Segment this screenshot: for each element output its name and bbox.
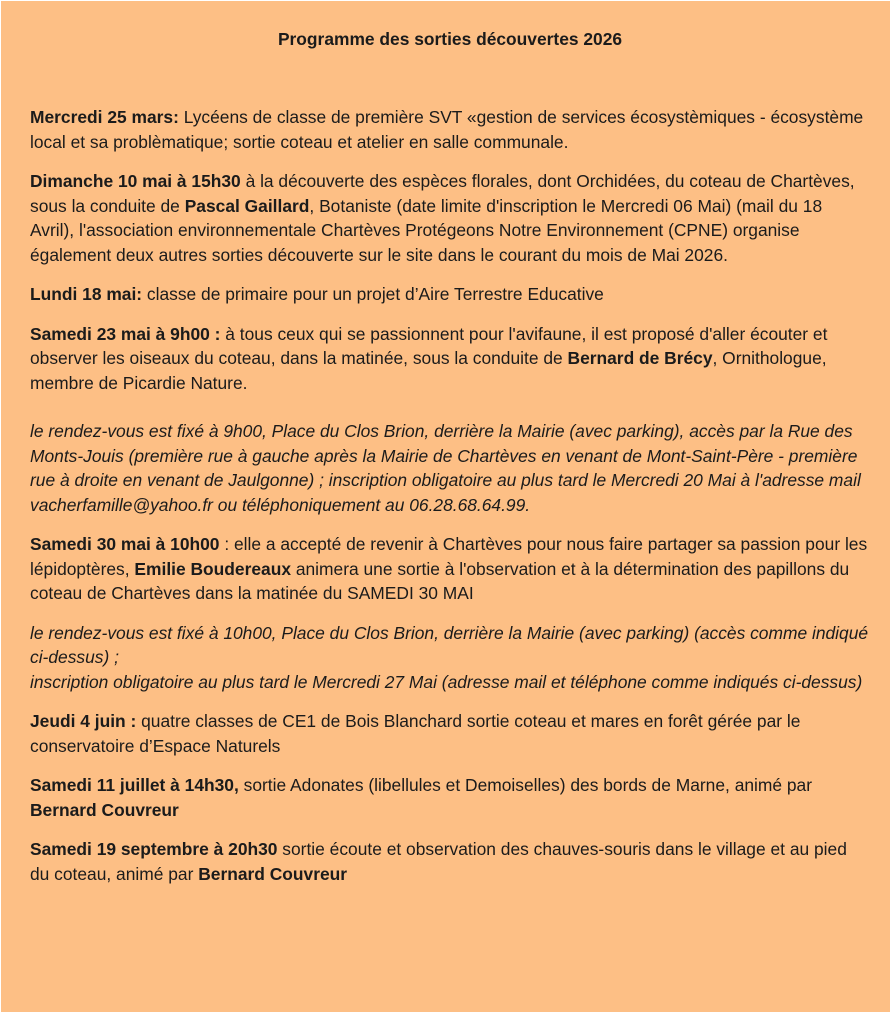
note-line: inscription obligatoire au plus tard le Mercredi 27 Mai (adresse mail et téléphone comme indiqués ci-dessus) [30,671,863,692]
entry-person: Pascal Gaillard [184,195,310,216]
entry-date: Jeudi 4 juin : [30,711,137,731]
note-line: le rendez-vous est fixé à 10h00, Place du Clos Brion, derrière la Mairie (avec parking) (accès comme indiqué ci-dessus) ; [30,622,869,667]
entry-person: Bernard Couvreur [30,799,179,820]
entry-text: à la découverte des espèces florales, dont Orchidées, du coteau de Chartèves, sous la conduite de [30,171,855,216]
entry-samedi-11-juillet [30,773,870,822]
entry-date: Samedi 11 juillet à 14h30, [30,775,239,795]
entry-text: sortie Adonates (libellules et Demoiselles) des bords de Marne, animé par [238,775,813,795]
entry-text: à tous ceux qui se passionnent pour l'avifaune, il est proposé d'aller écouter et observer les oiseaux du coteau, dans la matinée, sous la conduite de [30,323,828,368]
entry-text: sortie écoute et observation des chauves-souris dans le village et au pied du coteau, animé par [30,839,847,884]
entry-date: Dimanche 10 mai à 15h30 [30,171,241,191]
entry-mercredi-25-mars [30,105,870,154]
entry-date: Samedi 23 mai à 9h00 : [30,323,221,344]
spacer [30,395,870,419]
entry-date: Mercredi 25 mars: [30,107,179,127]
entry-person: Bernard de Brécy [567,348,713,368]
entry-person: Emilie Boudereaux [134,558,291,579]
entry-text: animera une sortie à l'observation et à la détermination des papillons du coteau de Chartèves dans la matinée du SAMEDI 30 MAI [30,558,850,603]
entry-date: Samedi 30 mai à 10h00 [30,534,220,554]
document-page [1,1,890,1012]
entry-samedi-19-septembre [30,837,870,886]
entry-jeudi-4-juin [30,709,870,758]
entry-text: quatre classes de CE1 de Bois Blanchard sortie coteau et mares en forêt gérée par le conservatoire d’Espace Naturels [30,711,801,756]
entry-samedi-30-mai [30,532,870,606]
entry-person: Bernard Couvreur [198,863,348,884]
entry-dimanche-10-mai [30,169,870,267]
entry-note-23-mai: le rendez-vous est fixé à 9h00, Place du Clos Brion, derrière la Mairie (avec parking), accès par la Rue des Monts-Jouis (première rue à gauche après la Mairie de Chartèves en venant de Mont-Saint-Père - première rue à droite en venant de Jaulgonne) ; inscription obligatoire au plus tard le Mercredi 20 Mai à l'adresse mail vacherfamille@yahoo.fr ou téléphoniquement au 06.28.68.64.99. [30,421,861,515]
entry-date: Samedi 19 septembre à 20h30 [30,839,278,859]
entry-text: , Ornithologue, membre de Picardie Nature. [30,348,827,393]
entry-text: : elle a accepté de revenir à Chartèves pour nous faire partager sa passion pour les lépidoptères, [30,534,868,579]
entry-date: Lundi 18 mai: [30,284,143,304]
entry-note-30-mai [30,621,870,695]
entry-text: classe de primaire pour un projet d’Aire Terrestre Educative [142,284,604,304]
entry-text: Lycéens de classe de première SVT «gestion de services écosystèmiques - écosystème local et sa problèmatique; sortie coteau et atelier en salle communale. [30,107,864,152]
page-title: Programme des sorties découvertes 2026 [277,29,623,49]
entry-lundi-18-mai [30,282,870,307]
entry-text: , Botaniste (date limite d'inscription le Mercredi 06 Mai) (mail du 18 Avril), l'association environnementale Chartèves Protégeons Notre Environnement (CPNE) organise également deux autres sorties découverte sur le site dans le courant du mois de Mai 2026. [30,195,823,265]
entry-samedi-23-mai [30,322,870,396]
